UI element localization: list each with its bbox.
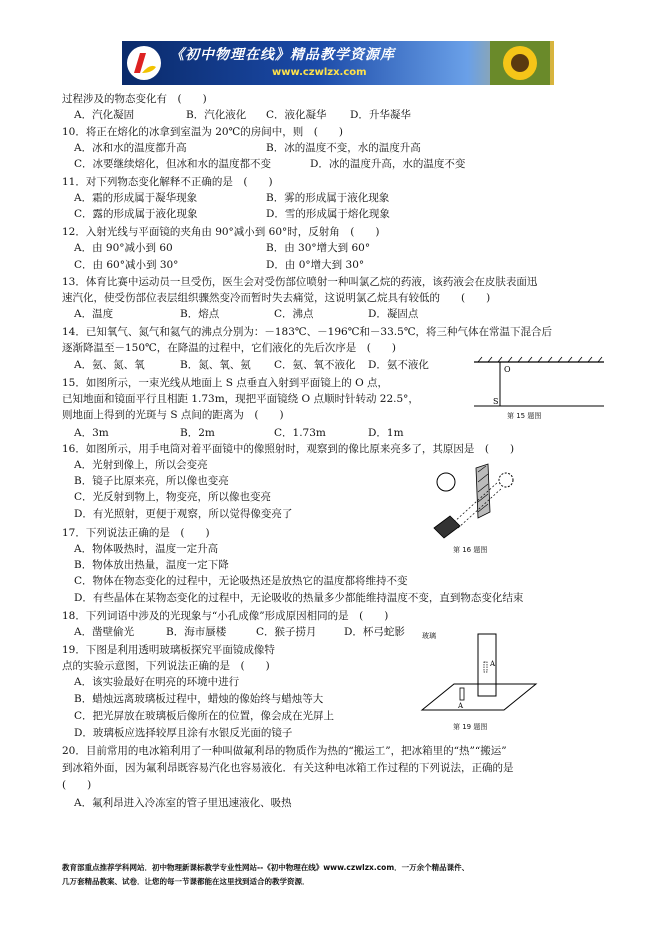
q19-stem-line1: 19．下图是利用透明玻璃板探究平面镜成像特: [62, 644, 275, 656]
q11-option-b: B．雾的形成属于液化现象: [266, 192, 390, 204]
q16-option-b: B．镜子比原来亮，所以像也变亮: [74, 475, 229, 487]
q19-stem-line2: 点的实验示意图，下列说法正确的是 ( ): [62, 660, 270, 672]
q12-option-b: B．由 30°增大到 60°: [266, 242, 371, 254]
q14-stem-line2: 逐渐降温至－150℃，在降温的过程中，它们液化的先后次序是 ( ): [62, 342, 396, 354]
q18-option-b: B．海市蜃楼: [166, 626, 227, 638]
q11-option-c: C．露的形成属于液化现象: [74, 208, 198, 220]
q16-option-c: C．光反射到物上，物变亮，所以像也变亮: [74, 491, 272, 503]
q9-option-c: C．液化凝华: [266, 109, 327, 121]
q18-option-a: A．凿壁偷光: [74, 626, 135, 638]
fig19-label-board: 玻璃: [422, 632, 436, 640]
q18-option-c: C．猴子捞月: [256, 626, 317, 638]
q11-stem: 11．对下列物态变化解释不正确的是 ( ): [62, 176, 273, 188]
q12-option-d: D．由 0°增大到 30°: [266, 259, 365, 271]
q13-option-a: A．温度: [74, 308, 114, 320]
q12-option-c: C．由 60°减小到 30°: [74, 259, 179, 271]
q9-option-d: D．升华凝华: [350, 109, 411, 121]
footer-line-2: 几万套精品教案、试卷．让您的每一节课都能在这里找到适合的教学资源．: [62, 877, 310, 886]
q10-option-d: D．冰的温度升高，水的温度不变: [310, 158, 466, 170]
q9-option-b: B．汽化液化: [186, 109, 247, 121]
figure-16-diagram: [428, 462, 528, 540]
q13-stem-line1: 13．体育比赛中运动员一旦受伤，医生会对受伤部位喷射一种叫氯乙烷的药液，该药液会在皮肤表面迅: [62, 276, 538, 288]
q20-stem-line3: ( ): [62, 779, 92, 791]
q16-option-d: D．有光照射，更便于观察，所以觉得像变亮了: [74, 508, 293, 520]
figure-15-caption: 第 15 题图: [507, 412, 542, 420]
footer-line-1: 教育部重点推荐学科网站．初中物理新课标教学专业性网站--《初中物理在线》www.czwlzx.com．一万余个精品课件、: [62, 863, 470, 872]
q19-option-d: D．玻璃板应选择较厚且涂有水银反光面的镜子: [74, 727, 293, 739]
q15-stem-line3: 则地面上得到的光斑与 S 点间的距离为 ( ): [62, 409, 284, 421]
q9-option-a: A．汽化凝固: [74, 109, 135, 121]
q18-stem: 18．下列词语中涉及的光现象与“小孔成像”形成原因相同的是 ( ): [62, 610, 389, 622]
q19-option-a: A．该实验最好在明亮的环境中进行: [74, 676, 240, 688]
q13-option-d: D．凝固点: [368, 308, 419, 320]
q12-stem: 12．入射光线与平面镜的夹角由 90°减小到 60°时，反射角 ( ): [62, 226, 380, 238]
q11-option-a: A．霜的形成属于凝华现象: [74, 192, 198, 204]
header-banner: [122, 41, 554, 85]
q17-option-b: B．物体放出热量，温度一定下降: [74, 559, 229, 571]
q17-option-a: A．物体吸热时，温度一定升高: [74, 543, 219, 555]
sunflower-icon: [490, 41, 550, 85]
q13-option-c: C．沸点: [274, 308, 314, 320]
q19-option-b: B．蜡烛远离玻璃板过程中，蜡烛的像始终与蜡烛等大: [74, 693, 324, 705]
q17-option-d: D．有些晶体在某物态变化的过程中，无论吸收的热量多少都能维持温度不变，直到物态变化结束: [74, 592, 524, 604]
q19-option-c: C．把光屏放在玻璃板后像所在的位置，像会成在光屏上: [74, 710, 335, 722]
q16-stem: 16．如图所示，用手电筒对着平面镜中的像照射时，观察到的像比原来亮多了，其原因是 ( ): [62, 443, 515, 455]
q10-option-a: A．冰和水的温度都升高: [74, 142, 187, 154]
q14-option-d: D．氨不液化: [368, 359, 429, 371]
fig19-label-a1: A': [490, 660, 497, 668]
fig15-label-s: S: [493, 397, 499, 406]
q15-option-a: A．3m: [74, 427, 109, 439]
q10-option-c: C．冰要继续熔化，但冰和水的温度都不变: [74, 158, 272, 170]
banner-url[interactable]: www.czwlzx.com: [272, 67, 367, 78]
q20-option-a: A．氟利昂进入冷冻室的管子里迅速液化、吸热: [74, 797, 292, 809]
q9-stem: 过程涉及的物态变化有 ( ): [62, 93, 207, 105]
figure-19-caption: 第 19 题图: [453, 723, 488, 731]
fig19-label-a: A: [458, 702, 464, 710]
q15-stem-line1: 15．如图所示，一束光线从地面上 S 点垂直入射到平面镜上的 O 点，: [62, 377, 389, 389]
q13-stem-line2: 速汽化，使受伤部位表层组织骤然变冷而暂时失去痛觉，这说明氯乙烷具有较低的 ( ): [62, 292, 491, 304]
q17-option-c: C．物体在物态变化的过程中，无论吸热还是放热它的温度都将维持不变: [74, 575, 408, 587]
q18-option-d: D．杯弓蛇影: [344, 626, 405, 638]
q15-stem-line2: 已知地面和镜面平行且相距 1.73m，现把平面镜绕 O 点顺时针转动 22.5°，: [62, 393, 419, 405]
q11-option-d: D．雪的形成属于熔化现象: [266, 208, 390, 220]
fig15-label-o: O: [504, 365, 511, 374]
q14-option-c: C．氨、氧不液化: [274, 359, 356, 371]
q10-option-b: B．冰的温度不变，水的温度升高: [266, 142, 421, 154]
q10-stem: 10．将正在熔化的冰拿到室温为 20℃的房间中，则 ( ): [62, 126, 343, 138]
q14-stem-line1: 14．已知氧气、氮气和氦气的沸点分别为：－183℃、－196℃和－33.5℃，将三种气体在常温下混合后: [62, 326, 553, 338]
q15-option-b: B．2m: [180, 427, 215, 439]
q17-stem: 17．下列说法正确的是 ( ): [62, 527, 210, 539]
q15-option-c: C．1.73m: [274, 427, 326, 439]
q12-option-a: A．由 90°减小到 60: [74, 242, 173, 254]
q13-option-b: B．熔点: [180, 308, 220, 320]
q14-option-b: B．氮、氧、氨: [180, 359, 251, 371]
q15-option-d: D．1m: [368, 427, 404, 439]
q20-stem-line2: 到冰箱外面，因为氟利昂既容易汽化也容易液化．有关这种电冰箱工作过程的下列说法，正确的是: [62, 762, 514, 774]
q14-option-a: A．氨、氮、氧: [74, 359, 145, 371]
q20-stem-line1: 20．目前常用的电冰箱利用了一种叫做氟利昂的物质作为热的“搬运工”，把冰箱里的“热”“搬运”: [62, 745, 507, 757]
q16-option-a: A．光射到像上，所以会变亮: [74, 459, 208, 471]
figure-16-caption: 第 16 题图: [453, 546, 488, 554]
figure-19-diagram: [420, 628, 538, 722]
banner-title: 《初中物理在线》精品教学资源库: [170, 47, 395, 63]
logo-icon: [126, 45, 162, 81]
